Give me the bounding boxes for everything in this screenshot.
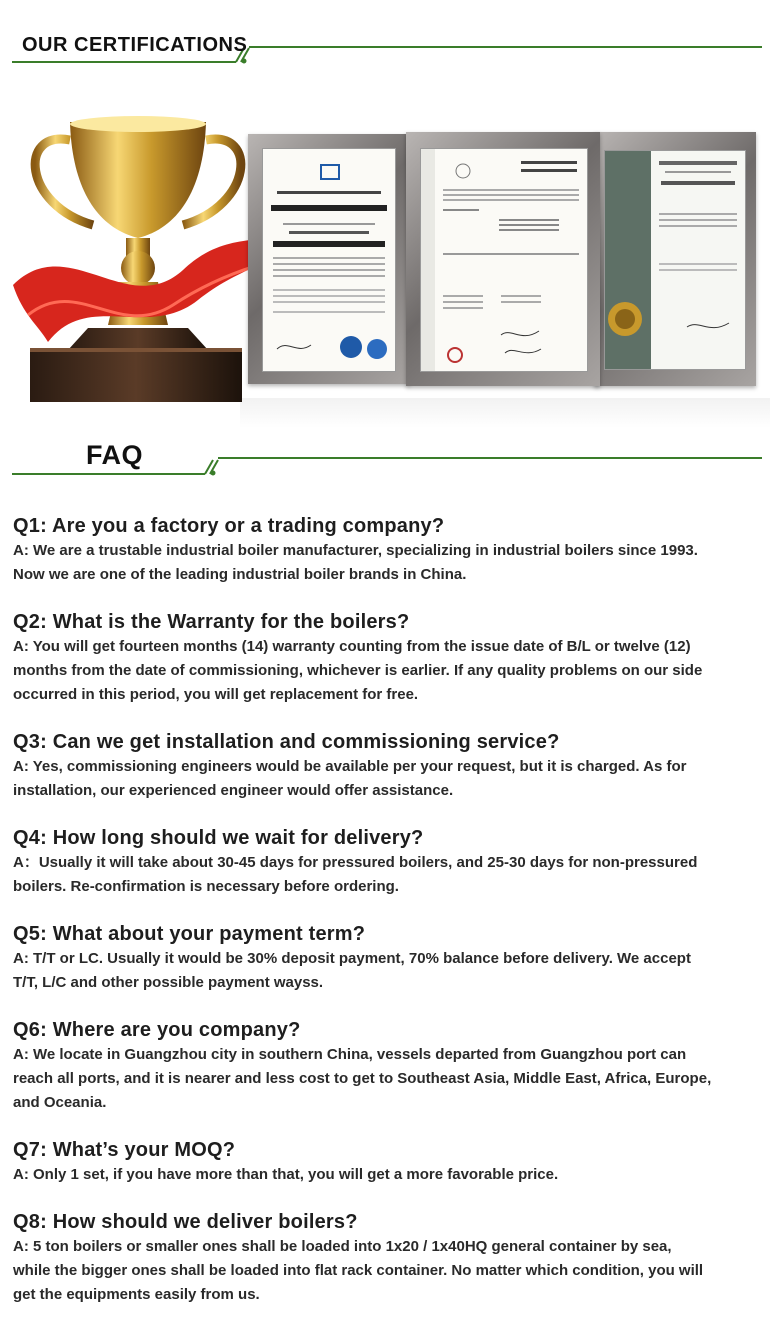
certificate-image [248,134,410,384]
faq-question: Q3: Can we get installation and commissioning service? [13,731,560,753]
faq-question: Q6: Where are you company? [13,1019,301,1041]
faq-answer: A: 5 ton boilers or smaller ones shall be loaded into 1x20 / 1x40HQ general container by sea, while the bigger ones shall be loaded into flat rack container. No matter which condition, you will get the equipments easily from us. [13,1238,704,1303]
faq-answer: A: We locate in Guangzhou city in southern China, vessels departed from Guangzhou port can reach all ports, and it is nearer and less cost to get to Southeast Asia, Middle East, Africa, Europe, and Oceania. [13,1046,712,1111]
certifications-showcase [0,100,780,430]
faq-answer: A: Yes, commissioning engineers would be available per your request, but it is charged. As for installation, our experienced engineer would offer assistance. [13,758,687,799]
certificate-contents [605,151,745,369]
faq-item [13,1137,713,1187]
faq-answer: A: Only 1 set, if you have more than that, you will get a more favorable price. [13,1166,559,1183]
faq-item [13,1209,713,1307]
faq-answer: A: You will get fourteen months (14) warranty counting from the issue date of B/L or twelve (12) months from the date of commissioning, whichever is earlier. If any quality problems on our side occurred in this period, you will get replacement for free. [13,638,703,703]
faq-question: Q2: What is the Warranty for the boilers? [13,611,410,633]
faq-item [13,1017,713,1115]
certificate-image [594,132,756,386]
faq-item [13,609,713,707]
certificate-image [406,132,600,386]
certificate-contents [421,149,587,371]
section-title: FAQ [86,440,144,470]
certificate-contents [263,149,395,371]
faq-answer: A: T/T or LC. Usually it would be 30% deposit payment, 70% balance before delivery. We accept T/T, L/C and other possible payment wayss. [13,950,691,991]
faq-item [13,513,713,587]
certifications-header [0,30,780,70]
faq-answer: A：Usually it will take about 30-45 days for pressured boilers, and 25-30 days for non-pressured boilers. Re-confirmation is necessary before ordering. [13,854,698,895]
faq-question: Q7: What’s your MOQ? [13,1139,236,1161]
floor-reflection [240,398,770,428]
faq-item [13,825,713,899]
faq-item [13,921,713,995]
faq-question: Q1: Are you a factory or a trading company? [13,515,445,537]
faq-answer: A: We are a trustable industrial boiler manufacturer, specializing in industrial boilers since 1993. Now we are one of the leading industrial boiler brands in China. [13,542,698,583]
section-title: OUR CERTIFICATIONS [22,34,248,56]
faq-item [13,729,713,803]
faq-question: Q8: How should we deliver boilers? [13,1211,358,1233]
faq-header [0,438,780,478]
faq-question: Q5: What about your payment term? [13,923,366,945]
faq-question: Q4: How long should we wait for delivery? [13,827,424,849]
